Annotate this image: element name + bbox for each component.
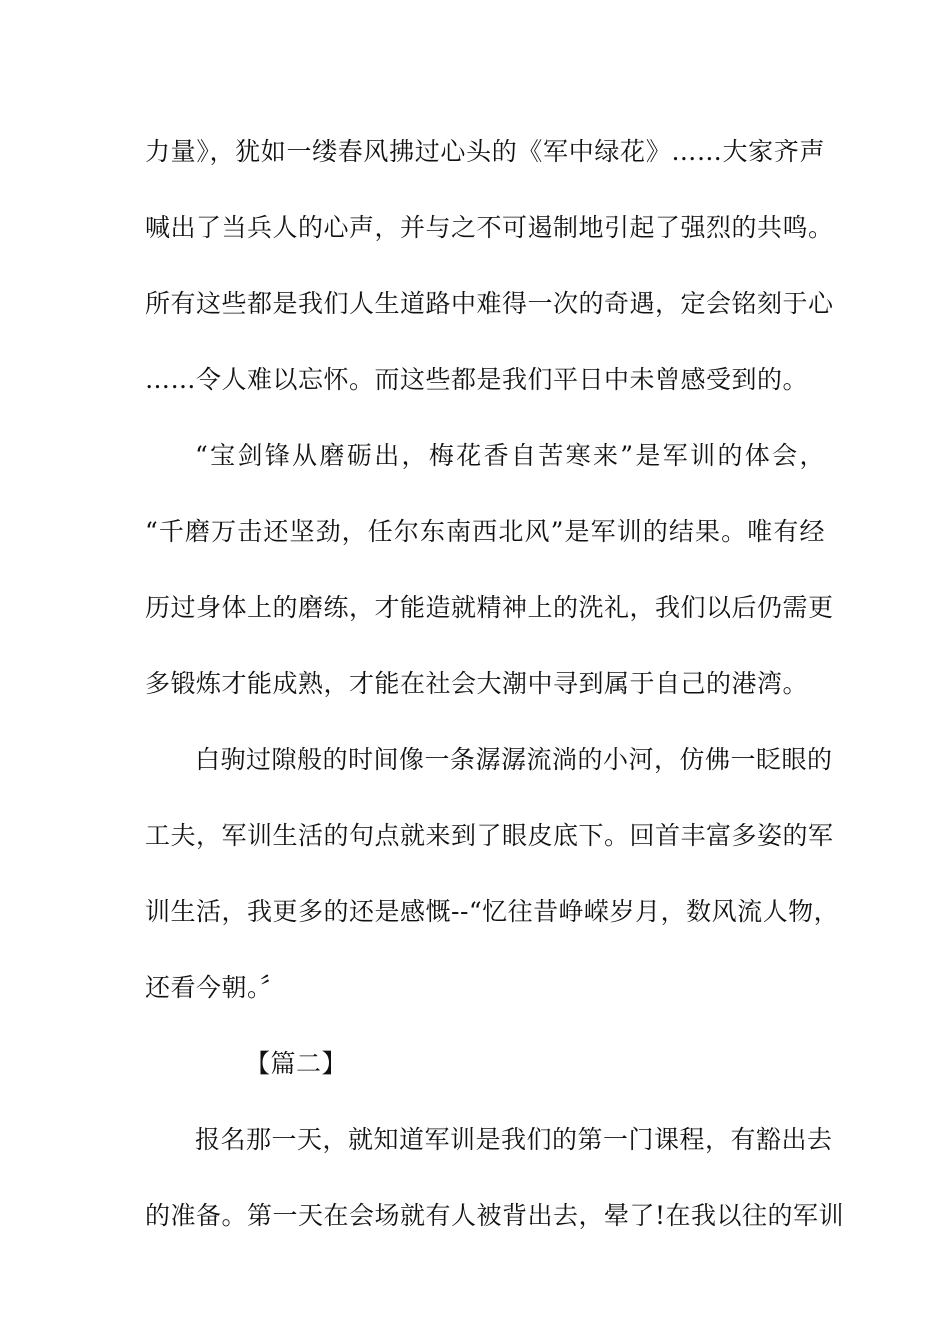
text-line: 报名那一天，就知道军训是我们的第一门课程，有豁出去 [195,1125,833,1154]
text-line: “宝剑锋从磨砺出，梅花香自苦寒来”是军训的体会， [195,441,825,470]
text-line: ……令人难以忘怀。而这些都是我们平日中未曾感受到的。 [145,365,809,394]
text-line: 力量》，犹如一缕春风拂过心头的《军中绿花》……大家齐声 [145,137,825,166]
text-line: 还看今朝。〞 [145,973,286,1002]
section-heading: 【篇二】 [245,1049,348,1078]
text-line: 的准备。第一天在会场就有人被背出去，晕了!在我以往的军训 [145,1201,845,1230]
text-line: 白驹过隙般的时间像一条潺潺流淌的小河，仿佛一眨眼的 [195,745,833,774]
text-line: 训生活，我更多的还是感慨--“忆往昔峥嵘岁月，数风流人物， [145,897,840,926]
text-line: 工夫，军训生活的句点就来到了眼皮底下。回首丰富多姿的军 [145,821,834,850]
text-line: 所有这些都是我们人生道路中难得一次的奇遇，定会铭刻于心 [145,289,834,318]
text-line: 多锻炼才能成熟，才能在社会大潮中寻到属于自己的港湾。 [145,669,809,698]
text-line: 历过身体上的磨练，才能造就精神上的洗礼，我们以后仍需更 [145,593,834,622]
text-line: 喊出了当兵人的心声，并与之不可遏制地引起了强烈的共鸣。 [145,213,834,242]
text-line: “千磨万击还坚劲，任尔东南西北风”是军训的结果。唯有经 [145,517,825,546]
